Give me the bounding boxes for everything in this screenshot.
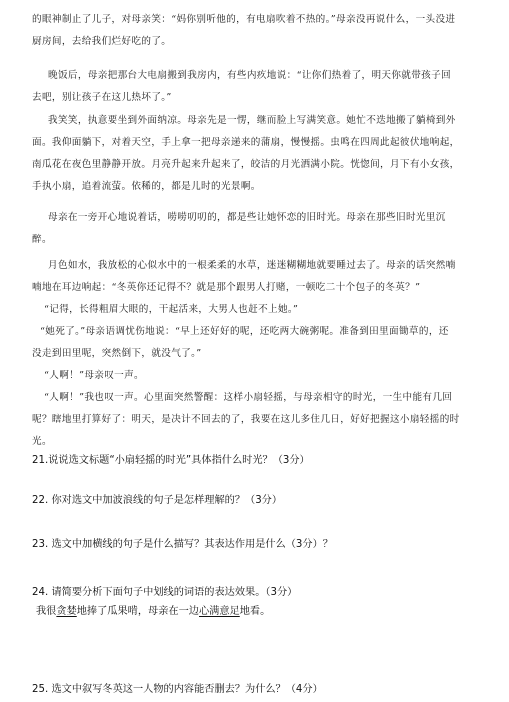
passage-line: “记得，长得粗眉大眼的，干起活来，大男人也赶不上她。” — [44, 304, 299, 315]
passage-line: 的眼神制止了儿子，对母亲笑：“妈你别听他的，有电扇吹着不热的。”母亲没再说什么，一头没进 — [32, 14, 456, 25]
passage-line: “人啊！”母亲叹一声。 — [44, 370, 145, 381]
sentence-text: 地捧了瓜果啃，母亲在一边 — [76, 606, 199, 617]
question-24: 24. 请简要分析下面句子中划线的词语的表达效果。（3分） — [32, 587, 298, 598]
sentence-text: 我很 — [36, 606, 57, 617]
passage-line: 母亲在一旁开心地说着话，唠唠叨叨的，都是些让她怀恋的旧时光。母亲在那些旧时光里沉 — [48, 212, 446, 223]
question-25: 25. 选文中叙写冬英这一人物的内容能否删去？为什么？（4分） — [32, 684, 323, 695]
passage-line: 呢？瞎地里打算好了：明天，是决计不回去的了，我要在这儿多住几日，好好把握这小扇轻摇的时 — [32, 414, 460, 425]
passage-line: 我笑笑，执意要坐到外面纳凉。母亲先是一愣，继而脸上写满笑意。她忙不迭地搬了躺椅到外 — [48, 115, 456, 126]
passage-line: 厨房间，去给我们烂好吃的了。 — [32, 36, 172, 47]
passage-line: 手执小扇，追着流萤。依稀的，都是儿时的光景啊。 — [32, 181, 261, 192]
passage-line: 南瓜花在夜色里静静开放。月亮升起来升起来了，皎洁的月光洒满小院。恍惚间，月下有小女孩， — [32, 159, 460, 170]
underlined-word: 贪婪 — [56, 606, 77, 617]
underlined-word: 心满意足 — [199, 606, 240, 617]
passage-line: 去吧，别让孩子在这儿热坏了。” — [32, 92, 172, 103]
passage-line: 面。我仰面躺下，对着天空，手上拿一把母亲递来的蒲扇，慢慢摇。虫鸣在四周此起彼伏地响起， — [32, 137, 460, 148]
passage-line: 光。 — [32, 436, 52, 447]
question-22: 22. 你对选文中加波浪线的句子是怎样理解的？（3分） — [32, 495, 283, 506]
passage-line: 没走到田里呢，突然倒下，就没气了。” — [32, 348, 202, 359]
passage-line: 喃地在耳边响起：“冬英你还记得不？就是那个跟男人打赌，一顿吃二十个包子的冬英？” — [32, 282, 421, 293]
question-23: 23. 选文中加横线的句子是什么描写？其表达作用是什么（3分）？ — [32, 539, 333, 550]
passage-line: “她死了。”母亲语调忧伤地说：“早上还好好的呢，还吃两大碗粥呢。准备到田里面锄草的，还 — [40, 326, 449, 337]
passage-line: 月色如水，我放松的心似水中的一根柔柔的水草，迷迷糊糊地就要睡过去了。母亲的话突然喃 — [48, 260, 456, 271]
question-21: 21.说说选文标题“小扇轻摇的时光”具体指什么时光？（3分） — [32, 455, 310, 466]
question-24-sentence — [36, 605, 496, 618]
sentence-text: 地看。 — [239, 606, 271, 617]
passage-line: “人啊！”我也叹一声。心里面突然警醒：这样小扇轻摇，与母亲相守的时光，一生中能有几回 — [44, 392, 453, 403]
passage-line: 晚饭后，母亲把那台大电扇搬到我房内，有些内疚地说：“让你们热着了，明天你就带孩子回 — [48, 70, 452, 81]
passage-line: 醉。 — [32, 234, 52, 245]
